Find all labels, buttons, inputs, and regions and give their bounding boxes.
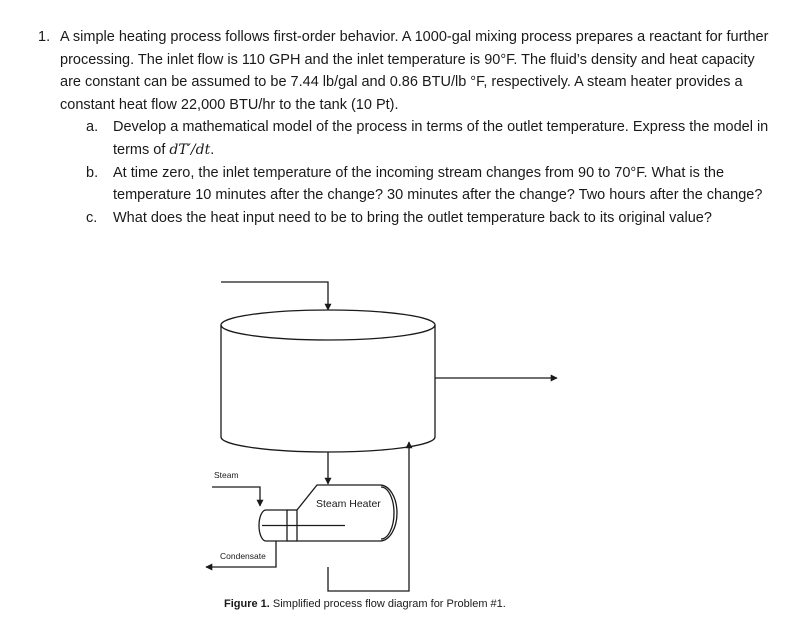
inlet-feed-line bbox=[221, 282, 328, 310]
sub-question-letter: b. bbox=[86, 164, 99, 181]
tank-top bbox=[221, 310, 435, 340]
problem-number: 1. bbox=[38, 29, 51, 45]
sub-question-letter: a. bbox=[86, 119, 99, 136]
steam-inlet-line bbox=[212, 487, 260, 506]
problem-intro-text: A simple heating process follows first-order behavior. A 1000-gal mixing process prepares a reactant for further processing. The inlet flow is 110 GPH and the inlet temperature is 90°F. The fluid’s density and heat capacity are constant can be assumed to be 7.44 lb/gal and 0.86 BTU/lb °F, respectively. A steam heater provides a constant heat flow 22,000 BTU/hr to the tank (10 Pt). bbox=[60, 29, 769, 113]
sub-question-text-end: . bbox=[210, 141, 215, 158]
figure-caption bbox=[224, 598, 506, 610]
sub-question-text: Develop a mathematical model of the process in terms of the outlet temperature. Express the model in terms of bbox=[113, 119, 769, 158]
tank-body bbox=[221, 325, 435, 452]
steam-label: Steam bbox=[214, 470, 239, 480]
mixing-tank bbox=[221, 310, 435, 452]
derivative-expression: dT′/dt bbox=[169, 141, 211, 158]
figure-label: Figure 1. bbox=[224, 598, 270, 610]
steam-heater bbox=[259, 485, 397, 541]
sub-question-text: What does the heat input need to be to bring the outlet temperature back to its original value? bbox=[113, 209, 712, 226]
steam-heater-label: Steam Heater bbox=[316, 498, 381, 510]
sub-question-letter: c. bbox=[86, 209, 98, 226]
sub-question-text: At time zero, the inlet temperature of the incoming stream changes from 90 to 70°F. What is the temperature 10 minutes after the change? 30 minutes after the change? Two hours after the change? bbox=[113, 164, 763, 204]
condensate-label: Condensate bbox=[220, 551, 266, 561]
figure-caption-text: Simplified process flow diagram for Problem #1. bbox=[272, 598, 506, 610]
heater-shell bbox=[297, 485, 397, 541]
